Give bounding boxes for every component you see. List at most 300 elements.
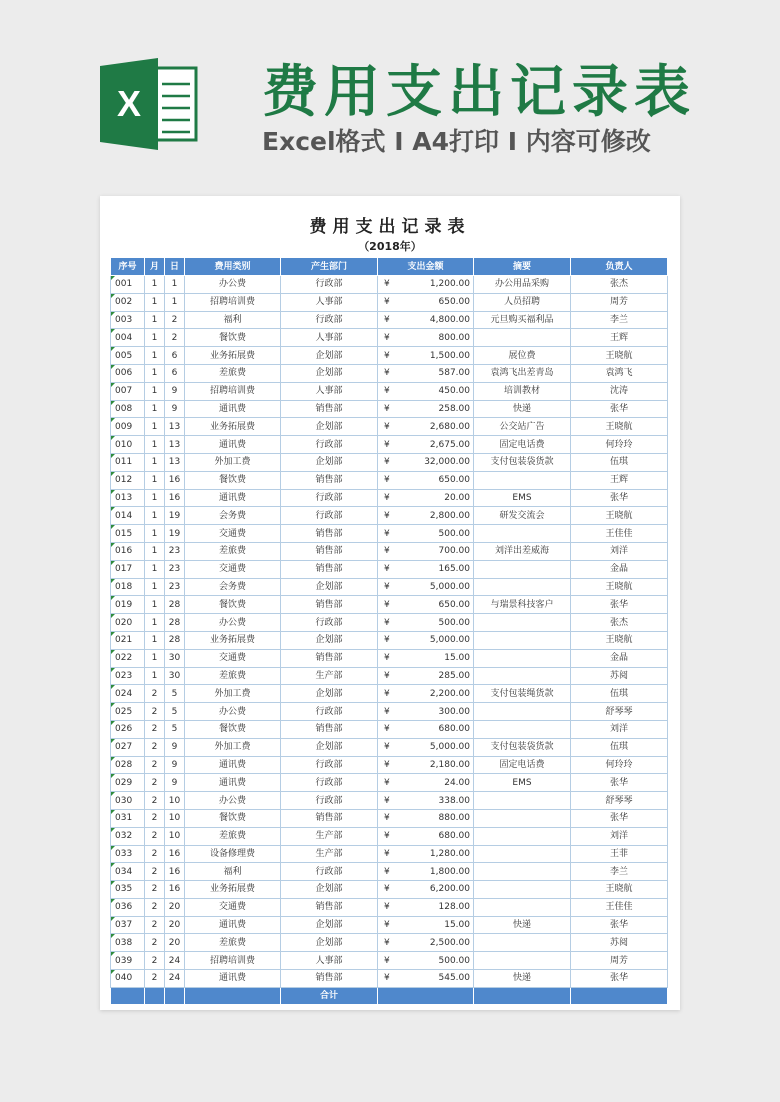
cell-index[interactable]: 020	[111, 614, 145, 632]
cell-index[interactable]: 006	[111, 364, 145, 382]
cell-amount[interactable]	[378, 827, 474, 845]
cell-day[interactable]: 24	[165, 952, 185, 970]
cell-summary[interactable]: 快递	[474, 400, 571, 418]
cell-day[interactable]: 16	[165, 881, 185, 899]
cell-index[interactable]: 019	[111, 596, 145, 614]
cell-month[interactable]: 1	[145, 293, 165, 311]
cell-owner[interactable]: 王晓航	[571, 631, 668, 649]
cell-summary[interactable]: 人员招聘	[474, 293, 571, 311]
cell-index[interactable]: 032	[111, 827, 145, 845]
cell-index[interactable]: 034	[111, 863, 145, 881]
cell-index[interactable]: 026	[111, 720, 145, 738]
cell-category[interactable]: 餐饮费	[185, 471, 281, 489]
cell-day[interactable]: 19	[165, 525, 185, 543]
cell-department[interactable]: 企划部	[281, 934, 378, 952]
cell-month[interactable]: 1	[145, 525, 165, 543]
cell-department[interactable]: 企划部	[281, 916, 378, 934]
cell-category[interactable]: 会务费	[185, 507, 281, 525]
cell-day[interactable]: 23	[165, 542, 185, 560]
cell-category[interactable]: 差旅费	[185, 364, 281, 382]
cell-category[interactable]: 交通费	[185, 525, 281, 543]
cell-month[interactable]: 1	[145, 596, 165, 614]
cell-owner[interactable]: 张华	[571, 489, 668, 507]
cell-owner[interactable]: 李兰	[571, 311, 668, 329]
cell-owner[interactable]: 张华	[571, 596, 668, 614]
cell-amount[interactable]	[378, 649, 474, 667]
col-header-department[interactable]: 产生部门	[281, 258, 378, 276]
cell-amount[interactable]	[378, 614, 474, 632]
cell-summary[interactable]	[474, 703, 571, 721]
cell-owner[interactable]: 舒琴琴	[571, 703, 668, 721]
cell-month[interactable]: 1	[145, 507, 165, 525]
cell-index[interactable]: 040	[111, 970, 145, 988]
cell-department[interactable]: 生产部	[281, 827, 378, 845]
cell-index[interactable]: 033	[111, 845, 145, 863]
cell-summary[interactable]: 支付包装绳货款	[474, 685, 571, 703]
cell-summary[interactable]: 刘洋出差威海	[474, 542, 571, 560]
cell-amount[interactable]	[378, 720, 474, 738]
cell-index[interactable]: 009	[111, 418, 145, 436]
cell-month[interactable]: 2	[145, 952, 165, 970]
cell-day[interactable]: 23	[165, 560, 185, 578]
cell-summary[interactable]	[474, 471, 571, 489]
cell-summary[interactable]	[474, 578, 571, 596]
cell-index[interactable]: 013	[111, 489, 145, 507]
cell-owner[interactable]: 张杰	[571, 276, 668, 294]
total-amount-cell[interactable]	[378, 987, 474, 1004]
cell-department[interactable]: 行政部	[281, 489, 378, 507]
cell-amount[interactable]	[378, 667, 474, 685]
cell-department[interactable]: 行政部	[281, 774, 378, 792]
cell-department[interactable]: 行政部	[281, 863, 378, 881]
cell-index[interactable]: 039	[111, 952, 145, 970]
cell-department[interactable]: 销售部	[281, 471, 378, 489]
cell-month[interactable]: 1	[145, 489, 165, 507]
cell-owner[interactable]: 何玲玲	[571, 436, 668, 454]
cell-owner[interactable]: 伍琪	[571, 738, 668, 756]
cell-department[interactable]: 行政部	[281, 507, 378, 525]
cell-index[interactable]: 014	[111, 507, 145, 525]
cell-category[interactable]: 办公费	[185, 614, 281, 632]
cell-index[interactable]: 017	[111, 560, 145, 578]
cell-amount[interactable]	[378, 703, 474, 721]
cell-day[interactable]: 5	[165, 685, 185, 703]
cell-category[interactable]: 招聘培训费	[185, 293, 281, 311]
cell-owner[interactable]: 张杰	[571, 614, 668, 632]
cell-month[interactable]: 1	[145, 329, 165, 347]
cell-day[interactable]: 13	[165, 453, 185, 471]
cell-amount[interactable]	[378, 631, 474, 649]
cell-summary[interactable]	[474, 827, 571, 845]
cell-category[interactable]: 办公费	[185, 703, 281, 721]
cell-category[interactable]: 交通费	[185, 649, 281, 667]
cell-summary[interactable]: 快递	[474, 916, 571, 934]
cell-category[interactable]: 通讯费	[185, 489, 281, 507]
cell-index[interactable]: 038	[111, 934, 145, 952]
cell-month[interactable]: 1	[145, 276, 165, 294]
cell-category[interactable]: 通讯费	[185, 436, 281, 454]
cell-summary[interactable]: 研发交流会	[474, 507, 571, 525]
cell-index[interactable]: 011	[111, 453, 145, 471]
cell-owner[interactable]: 何玲玲	[571, 756, 668, 774]
cell-day[interactable]: 16	[165, 471, 185, 489]
cell-category[interactable]: 通讯费	[185, 400, 281, 418]
cell-category[interactable]: 外加工费	[185, 738, 281, 756]
cell-summary[interactable]: 袁鸿飞出差青岛	[474, 364, 571, 382]
cell-category[interactable]: 业务拓展费	[185, 418, 281, 436]
cell-day[interactable]: 10	[165, 827, 185, 845]
cell-day[interactable]: 9	[165, 382, 185, 400]
cell-month[interactable]: 2	[145, 792, 165, 810]
cell-amount[interactable]	[378, 863, 474, 881]
cell-day[interactable]: 1	[165, 293, 185, 311]
cell-department[interactable]: 企划部	[281, 881, 378, 899]
cell-department[interactable]: 销售部	[281, 970, 378, 988]
cell-owner[interactable]: 王晓航	[571, 578, 668, 596]
cell-amount[interactable]	[378, 792, 474, 810]
cell-category[interactable]: 差旅费	[185, 667, 281, 685]
cell-department[interactable]: 行政部	[281, 756, 378, 774]
cell-category[interactable]: 餐饮费	[185, 720, 281, 738]
cell-index[interactable]: 023	[111, 667, 145, 685]
cell-owner[interactable]: 王晓航	[571, 347, 668, 365]
cell-index[interactable]: 030	[111, 792, 145, 810]
cell-summary[interactable]: 与瑞景科技客户	[474, 596, 571, 614]
cell-amount[interactable]	[378, 400, 474, 418]
cell-summary[interactable]	[474, 845, 571, 863]
cell-index[interactable]: 007	[111, 382, 145, 400]
cell-month[interactable]: 2	[145, 970, 165, 988]
cell-amount[interactable]	[378, 596, 474, 614]
cell-owner[interactable]: 王佳佳	[571, 525, 668, 543]
col-header-day[interactable]: 日	[165, 258, 185, 276]
cell-day[interactable]: 5	[165, 720, 185, 738]
cell-day[interactable]: 1	[165, 276, 185, 294]
cell-index[interactable]: 005	[111, 347, 145, 365]
cell-category[interactable]: 招聘培训费	[185, 952, 281, 970]
cell-amount[interactable]	[378, 916, 474, 934]
cell-department[interactable]: 企划部	[281, 453, 378, 471]
cell-month[interactable]: 1	[145, 542, 165, 560]
cell-month[interactable]: 2	[145, 845, 165, 863]
cell-amount[interactable]	[378, 970, 474, 988]
cell-day[interactable]: 10	[165, 809, 185, 827]
cell-category[interactable]: 福利	[185, 863, 281, 881]
cell-department[interactable]: 行政部	[281, 276, 378, 294]
cell-month[interactable]: 1	[145, 400, 165, 418]
cell-category[interactable]: 业务拓展费	[185, 347, 281, 365]
cell-month[interactable]: 2	[145, 863, 165, 881]
cell-category[interactable]: 差旅费	[185, 542, 281, 560]
cell-day[interactable]: 19	[165, 507, 185, 525]
cell-amount[interactable]	[378, 560, 474, 578]
cell-day[interactable]: 30	[165, 667, 185, 685]
cell-department[interactable]: 销售部	[281, 596, 378, 614]
cell-day[interactable]: 2	[165, 329, 185, 347]
cell-index[interactable]: 016	[111, 542, 145, 560]
cell-amount[interactable]	[378, 774, 474, 792]
cell-department[interactable]: 企划部	[281, 631, 378, 649]
cell-amount[interactable]	[378, 293, 474, 311]
cell-department[interactable]: 企划部	[281, 738, 378, 756]
cell-owner[interactable]: 刘洋	[571, 720, 668, 738]
cell-month[interactable]: 2	[145, 756, 165, 774]
cell-owner[interactable]: 伍琪	[571, 685, 668, 703]
cell-summary[interactable]	[474, 329, 571, 347]
cell-owner[interactable]: 苏阅	[571, 934, 668, 952]
cell-month[interactable]: 1	[145, 471, 165, 489]
cell-department[interactable]: 行政部	[281, 703, 378, 721]
cell-summary[interactable]: 固定电话费	[474, 436, 571, 454]
cell-owner[interactable]: 王晓航	[571, 881, 668, 899]
cell-category[interactable]: 餐饮费	[185, 809, 281, 827]
cell-department[interactable]: 销售部	[281, 542, 378, 560]
cell-category[interactable]: 业务拓展费	[185, 881, 281, 899]
cell-owner[interactable]: 张华	[571, 970, 668, 988]
cell-index[interactable]: 004	[111, 329, 145, 347]
cell-day[interactable]: 20	[165, 934, 185, 952]
cell-category[interactable]: 外加工费	[185, 453, 281, 471]
cell-category[interactable]: 餐饮费	[185, 329, 281, 347]
cell-month[interactable]: 1	[145, 578, 165, 596]
cell-index[interactable]: 035	[111, 881, 145, 899]
cell-summary[interactable]	[474, 720, 571, 738]
cell-amount[interactable]	[378, 898, 474, 916]
cell-month[interactable]: 2	[145, 881, 165, 899]
cell-amount[interactable]	[378, 418, 474, 436]
cell-month[interactable]: 2	[145, 720, 165, 738]
cell-summary[interactable]: 办公用品采购	[474, 276, 571, 294]
cell-amount[interactable]	[378, 845, 474, 863]
cell-owner[interactable]: 张华	[571, 809, 668, 827]
cell-summary[interactable]: 公交站广告	[474, 418, 571, 436]
cell-category[interactable]: 外加工费	[185, 685, 281, 703]
cell-amount[interactable]	[378, 276, 474, 294]
cell-owner[interactable]: 伍琪	[571, 453, 668, 471]
cell-owner[interactable]: 李兰	[571, 863, 668, 881]
cell-month[interactable]: 1	[145, 436, 165, 454]
cell-summary[interactable]	[474, 863, 571, 881]
cell-day[interactable]: 9	[165, 774, 185, 792]
cell-category[interactable]: 差旅费	[185, 934, 281, 952]
cell-department[interactable]: 人事部	[281, 293, 378, 311]
cell-index[interactable]: 002	[111, 293, 145, 311]
cell-owner[interactable]: 张华	[571, 916, 668, 934]
cell-month[interactable]: 2	[145, 703, 165, 721]
cell-amount[interactable]	[378, 756, 474, 774]
cell-category[interactable]: 通讯费	[185, 970, 281, 988]
cell-summary[interactable]: 支付包装袋货款	[474, 453, 571, 471]
cell-day[interactable]: 23	[165, 578, 185, 596]
cell-department[interactable]: 企划部	[281, 364, 378, 382]
cell-owner[interactable]: 金晶	[571, 560, 668, 578]
col-header-month[interactable]: 月	[145, 258, 165, 276]
cell-department[interactable]: 人事部	[281, 382, 378, 400]
cell-category[interactable]: 设备修理费	[185, 845, 281, 863]
cell-month[interactable]: 2	[145, 934, 165, 952]
cell-owner[interactable]: 沈涛	[571, 382, 668, 400]
cell-month[interactable]: 1	[145, 382, 165, 400]
cell-summary[interactable]	[474, 952, 571, 970]
cell-department[interactable]: 生产部	[281, 667, 378, 685]
cell-amount[interactable]	[378, 809, 474, 827]
col-header-owner[interactable]: 负责人	[571, 258, 668, 276]
cell-amount[interactable]	[378, 329, 474, 347]
cell-amount[interactable]	[378, 738, 474, 756]
cell-summary[interactable]	[474, 631, 571, 649]
cell-day[interactable]: 9	[165, 756, 185, 774]
cell-month[interactable]: 1	[145, 560, 165, 578]
cell-department[interactable]: 销售部	[281, 898, 378, 916]
cell-category[interactable]: 业务拓展费	[185, 631, 281, 649]
cell-summary[interactable]	[474, 792, 571, 810]
cell-amount[interactable]	[378, 542, 474, 560]
cell-owner[interactable]: 袁鸿飞	[571, 364, 668, 382]
cell-summary[interactable]	[474, 809, 571, 827]
cell-month[interactable]: 2	[145, 809, 165, 827]
cell-department[interactable]: 销售部	[281, 649, 378, 667]
cell-category[interactable]: 交通费	[185, 898, 281, 916]
cell-category[interactable]: 通讯费	[185, 756, 281, 774]
cell-category[interactable]: 办公费	[185, 276, 281, 294]
cell-owner[interactable]: 苏阅	[571, 667, 668, 685]
cell-amount[interactable]	[378, 471, 474, 489]
cell-day[interactable]: 20	[165, 916, 185, 934]
col-header-index[interactable]: 序号	[111, 258, 145, 276]
cell-amount[interactable]	[378, 525, 474, 543]
cell-category[interactable]: 餐饮费	[185, 596, 281, 614]
cell-department[interactable]: 企划部	[281, 418, 378, 436]
cell-day[interactable]: 9	[165, 738, 185, 756]
cell-owner[interactable]: 张华	[571, 400, 668, 418]
cell-index[interactable]: 008	[111, 400, 145, 418]
cell-amount[interactable]	[378, 382, 474, 400]
cell-department[interactable]: 销售部	[281, 809, 378, 827]
cell-day[interactable]: 9	[165, 400, 185, 418]
cell-summary[interactable]: 元旦购买福利品	[474, 311, 571, 329]
cell-summary[interactable]	[474, 649, 571, 667]
cell-month[interactable]: 1	[145, 453, 165, 471]
cell-category[interactable]: 交通费	[185, 560, 281, 578]
cell-owner[interactable]: 张华	[571, 774, 668, 792]
cell-department[interactable]: 行政部	[281, 614, 378, 632]
cell-department[interactable]: 销售部	[281, 720, 378, 738]
cell-day[interactable]: 6	[165, 347, 185, 365]
cell-month[interactable]: 2	[145, 685, 165, 703]
cell-summary[interactable]	[474, 525, 571, 543]
cell-department[interactable]: 人事部	[281, 952, 378, 970]
cell-index[interactable]: 025	[111, 703, 145, 721]
cell-amount[interactable]	[378, 685, 474, 703]
cell-amount[interactable]	[378, 578, 474, 596]
cell-owner[interactable]: 周芳	[571, 952, 668, 970]
cell-department[interactable]: 生产部	[281, 845, 378, 863]
cell-owner[interactable]: 王晓航	[571, 418, 668, 436]
cell-summary[interactable]	[474, 614, 571, 632]
cell-department[interactable]: 销售部	[281, 400, 378, 418]
cell-owner[interactable]: 金晶	[571, 649, 668, 667]
cell-amount[interactable]	[378, 347, 474, 365]
cell-amount[interactable]	[378, 507, 474, 525]
cell-department[interactable]: 行政部	[281, 436, 378, 454]
cell-department[interactable]: 企划部	[281, 685, 378, 703]
cell-amount[interactable]	[378, 952, 474, 970]
cell-day[interactable]: 20	[165, 898, 185, 916]
cell-department[interactable]: 企划部	[281, 578, 378, 596]
cell-index[interactable]: 010	[111, 436, 145, 454]
cell-day[interactable]: 24	[165, 970, 185, 988]
cell-day[interactable]: 6	[165, 364, 185, 382]
cell-day[interactable]: 28	[165, 596, 185, 614]
cell-amount[interactable]	[378, 311, 474, 329]
cell-month[interactable]: 1	[145, 311, 165, 329]
cell-day[interactable]: 5	[165, 703, 185, 721]
cell-day[interactable]: 28	[165, 631, 185, 649]
cell-department[interactable]: 销售部	[281, 525, 378, 543]
cell-amount[interactable]	[378, 881, 474, 899]
cell-owner[interactable]: 刘洋	[571, 827, 668, 845]
cell-amount[interactable]	[378, 436, 474, 454]
cell-index[interactable]: 036	[111, 898, 145, 916]
col-header-summary[interactable]: 摘要	[474, 258, 571, 276]
cell-owner[interactable]: 刘洋	[571, 542, 668, 560]
cell-month[interactable]: 1	[145, 347, 165, 365]
cell-department[interactable]: 企划部	[281, 347, 378, 365]
cell-category[interactable]: 差旅费	[185, 827, 281, 845]
cell-department[interactable]: 行政部	[281, 311, 378, 329]
cell-category[interactable]: 招聘培训费	[185, 382, 281, 400]
cell-index[interactable]: 001	[111, 276, 145, 294]
cell-category[interactable]: 会务费	[185, 578, 281, 596]
cell-summary[interactable]	[474, 667, 571, 685]
cell-index[interactable]: 022	[111, 649, 145, 667]
cell-month[interactable]: 1	[145, 614, 165, 632]
cell-index[interactable]: 018	[111, 578, 145, 596]
cell-day[interactable]: 13	[165, 436, 185, 454]
cell-amount[interactable]	[378, 489, 474, 507]
cell-index[interactable]: 021	[111, 631, 145, 649]
cell-month[interactable]: 2	[145, 774, 165, 792]
cell-amount[interactable]	[378, 934, 474, 952]
cell-index[interactable]: 012	[111, 471, 145, 489]
cell-month[interactable]: 2	[145, 898, 165, 916]
cell-day[interactable]: 2	[165, 311, 185, 329]
cell-summary[interactable]: 展位费	[474, 347, 571, 365]
cell-index[interactable]: 024	[111, 685, 145, 703]
cell-index[interactable]: 028	[111, 756, 145, 774]
total-label[interactable]: 合计	[281, 987, 378, 1004]
cell-owner[interactable]: 王菲	[571, 845, 668, 863]
cell-month[interactable]: 1	[145, 364, 165, 382]
cell-department[interactable]: 销售部	[281, 560, 378, 578]
cell-summary[interactable]: 固定电话费	[474, 756, 571, 774]
cell-day[interactable]: 30	[165, 649, 185, 667]
cell-day[interactable]: 16	[165, 845, 185, 863]
cell-owner[interactable]: 周芳	[571, 293, 668, 311]
cell-day[interactable]: 16	[165, 863, 185, 881]
cell-month[interactable]: 1	[145, 631, 165, 649]
cell-month[interactable]: 1	[145, 649, 165, 667]
col-header-category[interactable]: 费用类别	[185, 258, 281, 276]
cell-index[interactable]: 003	[111, 311, 145, 329]
cell-category[interactable]: 通讯费	[185, 916, 281, 934]
cell-index[interactable]: 015	[111, 525, 145, 543]
cell-summary[interactable]: EMS	[474, 774, 571, 792]
cell-summary[interactable]: 快递	[474, 970, 571, 988]
cell-index[interactable]: 037	[111, 916, 145, 934]
cell-month[interactable]: 2	[145, 827, 165, 845]
cell-category[interactable]: 福利	[185, 311, 281, 329]
